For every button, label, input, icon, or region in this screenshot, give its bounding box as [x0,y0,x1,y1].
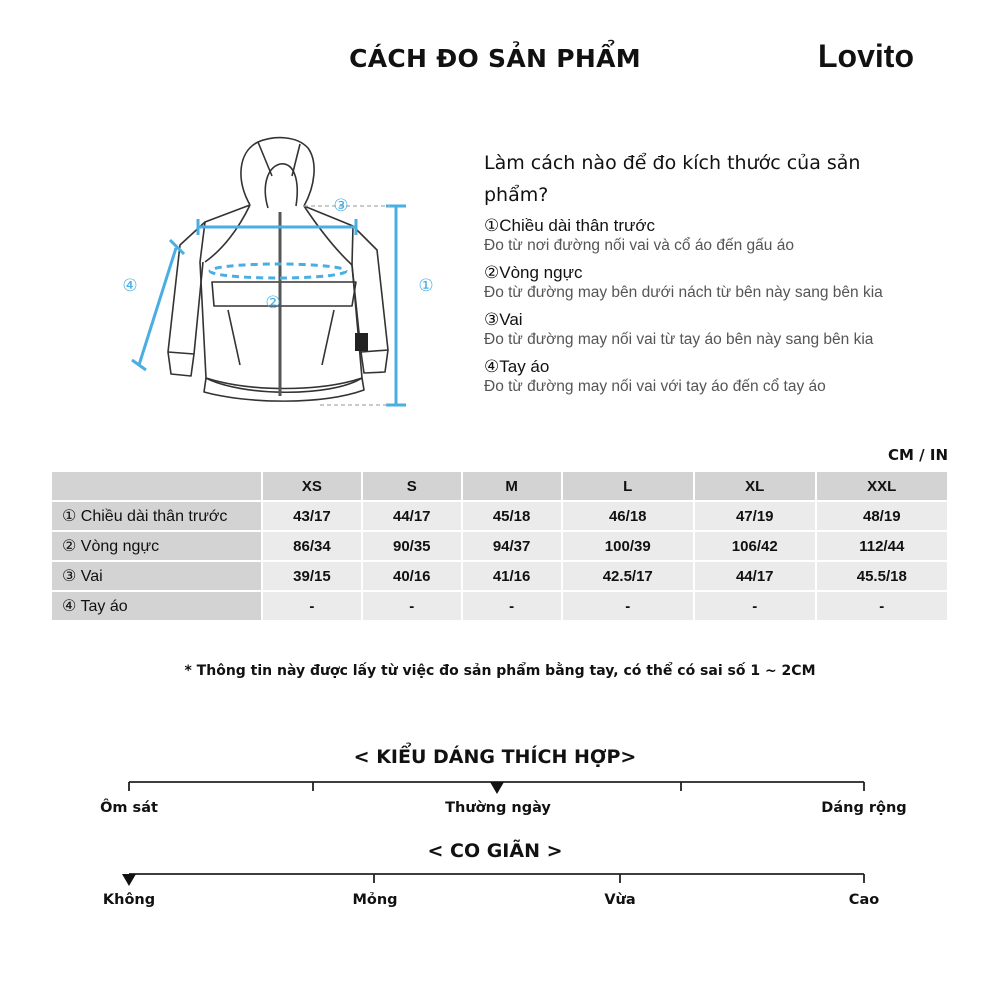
table-cell: - [463,592,561,620]
measure-item-desc: Đo từ đường may bên dưới nách từ bên này sang bên kia [484,284,883,301]
row-label: ③ Vai [52,562,261,590]
fit-label-loose: Dáng rộng [821,800,907,816]
table-cell: 46/18 [563,502,693,530]
brand-logo: Lovito [818,38,914,74]
table-row [52,502,947,530]
table-cell: 44/17 [695,562,815,590]
table-cell: - [695,592,815,620]
sleeve-measure-line [139,248,176,365]
table-cell: - [817,592,947,620]
table-cell: - [563,592,693,620]
table-cell: 48/19 [817,502,947,530]
size-header: L [563,472,693,500]
measure-item-length [484,216,954,256]
measure-item-desc: Đo từ đường may nối vai từ tay áo bên này sang bên kia [484,331,874,348]
measure-item-name: ④Tay áo [484,357,550,376]
marker-4: ④ [122,276,138,296]
table-cell: 100/39 [563,532,693,560]
table-cell: - [263,592,361,620]
size-table [50,470,949,622]
table-cell: 45/18 [463,502,561,530]
measure-item-shoulder [484,310,954,350]
stretch-label-none: Không [102,892,156,908]
hood-outline [241,138,314,206]
marker-3: ③ [333,196,349,216]
table-cell: 41/16 [463,562,561,590]
unit-label: CM / IN [888,446,948,464]
measure-item-sleeve [484,357,954,397]
table-cell: 90/35 [363,532,461,560]
table-cell: 40/16 [363,562,461,590]
guide-question: Làm cách nào để đo kích thước của sản phẩm? [484,152,861,206]
stretch-label-medium: Vừa [604,892,636,908]
disclaimer-note: * Thông tin này được lấy từ việc đo sản phẩm bằng tay, có thể có sai số 1 ~ 2CM [184,663,816,679]
table-cell: - [363,592,461,620]
tag-icon [355,333,368,351]
row-label: ④ Tay áo [52,592,261,620]
measure-item-name: ②Vòng ngực [484,263,583,282]
table-cell: 39/15 [263,562,361,590]
stretch-selected-indicator [122,874,136,886]
table-row [52,562,947,590]
table-cell: 94/37 [463,532,561,560]
stretch-scale-title: < CO GIÃN > [427,840,563,862]
measure-item-name: ③Vai [484,310,523,329]
size-header: XXL [817,472,947,500]
table-cell: 42.5/17 [563,562,693,590]
row-label: ② Vòng ngực [52,532,261,560]
measurement-list [484,216,954,404]
marker-2: ② [265,293,281,313]
marker-1: ① [418,276,434,296]
size-header: XS [263,472,361,500]
table-cell: 44/17 [363,502,461,530]
table-cell: 106/42 [695,532,815,560]
fit-scale-bar [120,774,880,798]
table-corner-cell [52,472,261,500]
measure-item-name: ①Chiều dài thân trước [484,216,656,235]
fit-scale-title: < KIỂU DÁNG THÍCH HỢP> [353,746,637,768]
stretch-label-high: Cao [848,892,880,908]
size-header: M [463,472,561,500]
measure-item-chest [484,263,954,303]
jacket-diagram [100,130,460,420]
row-label: ① Chiều dài thân trước [52,502,261,530]
chest-measure-line [210,264,346,278]
stretch-scale-bar [120,868,880,892]
fit-label-regular: Thường ngày [445,800,551,816]
table-cell: 112/44 [817,532,947,560]
page-title: CÁCH ĐO SẢN PHẨM [349,44,641,73]
fit-selected-indicator [490,782,504,794]
table-header-row [52,472,947,500]
table-row [52,532,947,560]
measure-item-desc: Đo từ đường may nối vai với tay áo đến cổ tay áo [484,378,826,395]
size-header: S [363,472,461,500]
size-header: XL [695,472,815,500]
measure-item-desc: Đo từ nơi đường nối vai và cổ áo đến gấu áo [484,237,794,254]
table-cell: 45.5/18 [817,562,947,590]
fit-label-tight: Ôm sát [100,800,158,816]
table-row [52,592,947,620]
table-cell: 43/17 [263,502,361,530]
stretch-label-thin: Mỏng [352,892,398,908]
table-cell: 86/34 [263,532,361,560]
table-cell: 47/19 [695,502,815,530]
